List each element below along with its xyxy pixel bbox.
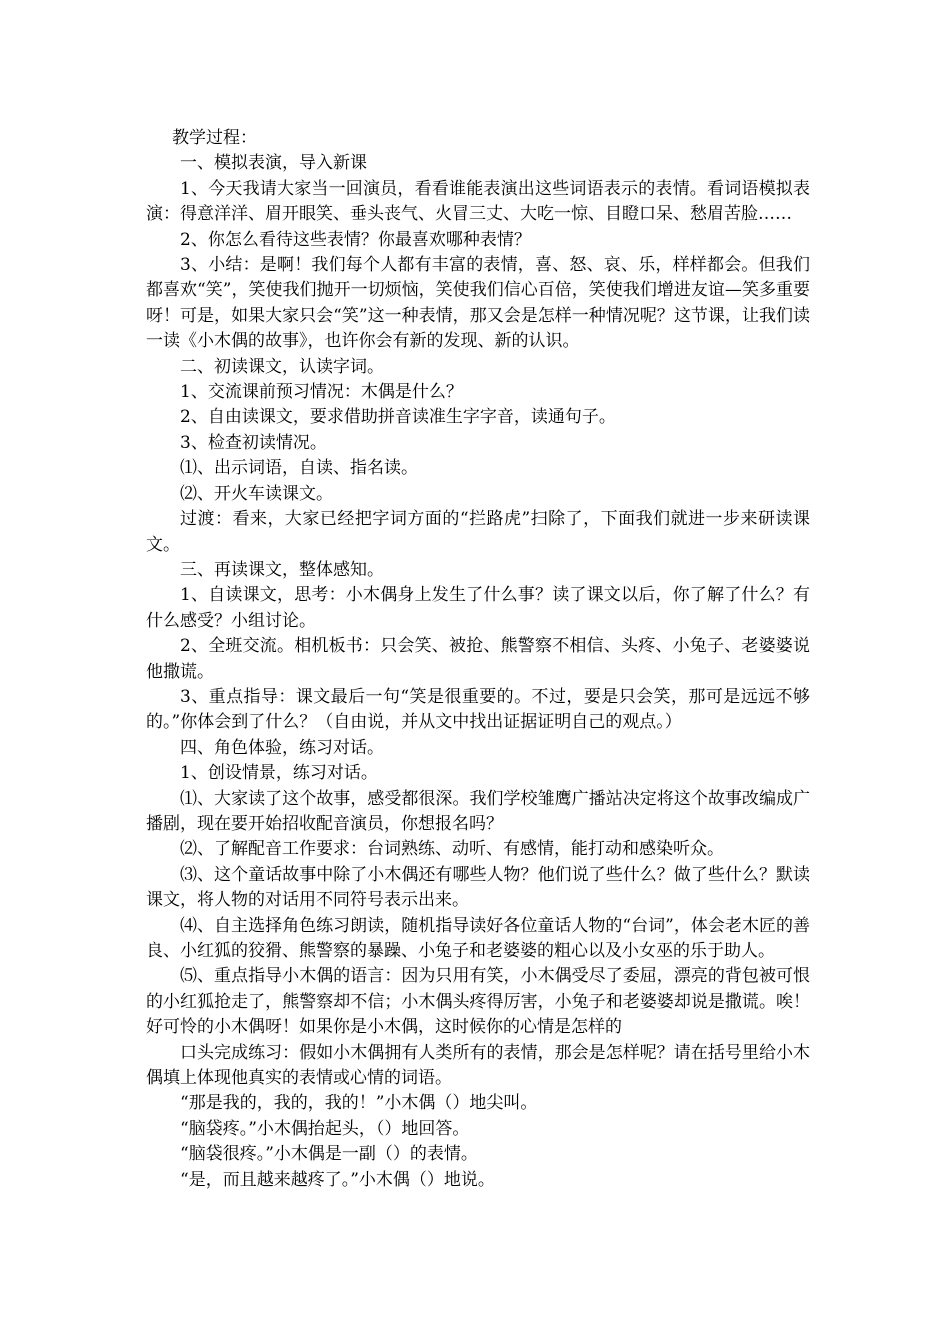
- paragraph: 过渡：看来，大家已经把字词方面的“拦路虎”扫除了，下面我们就进一步来研读课文。: [146, 509, 810, 555]
- exercise-line: “是，而且越来越疼了。”小木偶（）地说。: [180, 1169, 495, 1190]
- exercise-line: “脑袋疼。”小木偶抬起头，（）地回答。: [180, 1118, 470, 1139]
- exercise-line: “那是我的，我的，我的！”小木偶（）地尖叫。: [180, 1093, 538, 1114]
- paragraph: 2、自由读课文，要求借助拼音读准生字字音，读通句子。: [180, 407, 616, 428]
- paragraph: 3、重点指导：课文最后一句“笑是很重要的。不过，要是只会笑，那可是远远不够的。”你体会到了什么？（自由说，并从文中找出证据证明自己的观点。）: [146, 686, 810, 733]
- paragraph: 1、交流课前预习情况：木偶是什么？: [180, 382, 463, 403]
- paragraph: ⑵、了解配音工作要求：台词熟练、动听、有感情，能打动和感染听众。: [180, 839, 724, 860]
- paragraph: 1、创设情景，练习对话。: [180, 763, 378, 784]
- paragraph: ⑷、自主选择角色练习朗读，随机指导读好各位童话人物的“台词”，体会老木匠的善良、小红狐的狡猾、熊警察的暴躁、小兔子和老婆婆的粗心以及小女巫的乐于助人。: [146, 915, 810, 961]
- section-heading-4: 四、角色体验，练习对话。: [180, 737, 384, 758]
- paragraph: 1、今天我请大家当一回演员，看看谁能表演出这些词语表示的表情。看词语模拟表演：得意洋洋、眉开眼笑、垂头丧气、火冒三丈、大吃一惊、目瞪口呆、愁眉苦脸……: [146, 178, 810, 225]
- paragraph: 3、小结：是啊！我们每个人都有丰富的表情，喜、怒、哀、乐，样样都会。但我们都喜欢“笑”，笑使我们抛开一切烦恼，笑使我们信心百倍，笑使我们增进友谊—笑多重要呀！可是，如果大家只会“笑”这一种表情，那又会是怎样一种情况呢？这节课，让我们读一读《小木偶的故事》，也许你会有新的发现、新的认识。: [146, 255, 810, 352]
- paragraph: ⑸、重点指导小木偶的语言：因为只用有笑，小木偶受尽了委屈，漂亮的背包被可恨的小红狐抢走了，熊警察却不信；小木偶头疼得厉害，小兔子和老婆婆却说是撒谎。唉！好可怜的小木偶呀！如果你是小木偶，这时候你的心情是怎样的: [146, 966, 810, 1038]
- section-heading-1: 一、模拟表演，导入新课: [180, 153, 367, 174]
- paragraph: ⑶、这个童话故事中除了小木偶还有哪些人物？他们说了些什么？做了些什么？默读课文，将人物的对话用不同符号表示出来。: [146, 864, 810, 911]
- section-heading-teaching-process: 教学过程：: [172, 128, 257, 148]
- paragraph: ⑵、开火车读课文。: [180, 483, 333, 504]
- paragraph: 1、自读课文，思考：小木偶身上发生了什么事？读了课文以后，你了解了什么？有什么感受？小组讨论。: [146, 585, 810, 631]
- exercise-line: “脑袋很疼。”小木偶是一副（）的表情。: [180, 1144, 478, 1165]
- paragraph: 3、检查初读情况。: [180, 432, 327, 453]
- paragraph: 口头完成练习：假如小木偶拥有人类所有的表情，那会是怎样呢？请在括号里给小木偶填上体现他真实的表情或心情的词语。: [146, 1042, 810, 1089]
- section-heading-2: 二、初读课文，认读字词。: [180, 356, 384, 377]
- document-page: [146, 126, 810, 1193]
- paragraph: 2、全班交流。相机板书：只会笑、被抢、熊警察不相信、头疼、小兔子、老婆婆说他撒谎。: [146, 636, 810, 682]
- section-heading-3: 三、再读课文，整体感知。: [180, 559, 384, 580]
- paragraph: ⑴、大家读了这个故事，感受都很深。我们学校雏鹰广播站决定将这个故事改编成广播剧，现在要开始招收配音演员，你想报名吗？: [146, 788, 810, 834]
- paragraph: 2、你怎么看待这些表情？你最喜欢哪种表情？: [180, 229, 531, 250]
- paragraph: ⑴、出示词语，自读、指名读。: [180, 458, 418, 479]
